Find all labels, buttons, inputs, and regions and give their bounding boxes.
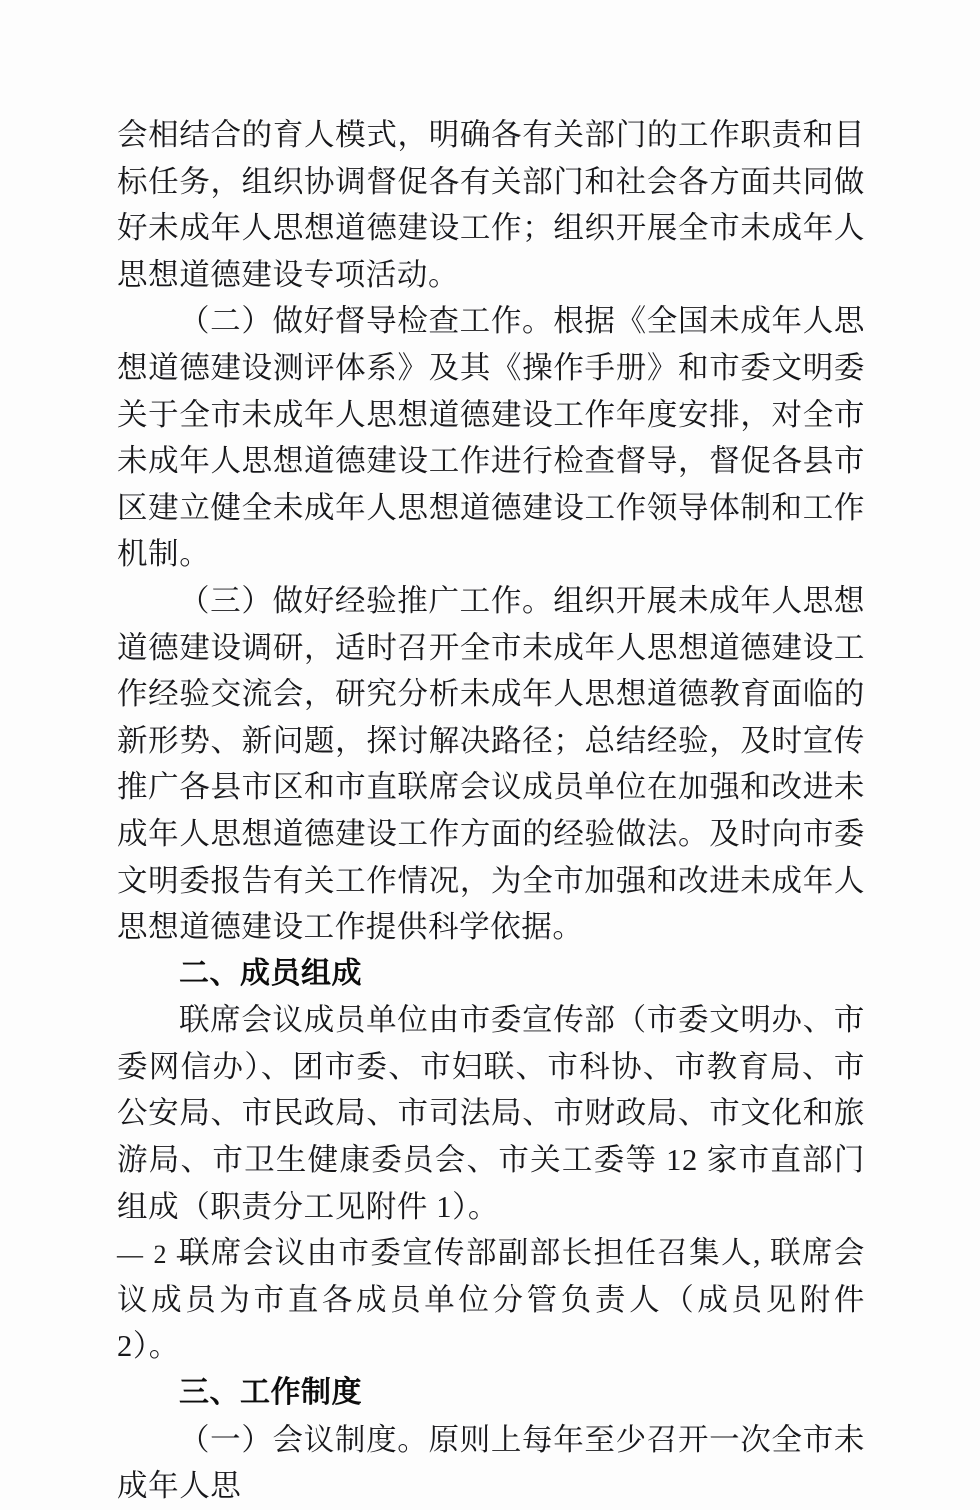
paragraph-continuation: 会相结合的育人模式，明确各有关部门的工作职责和目标任务，组织协调督促各有关部门和社会各方面共同做好未成年人思想道德建设工作；组织开展全市未成年人思想道德建设专项活动。 (117, 118, 865, 292)
section-heading-three: 三、工作制度 (179, 1376, 362, 1410)
paragraph-item-two: （二）做好督导检查工作。根据《全国未成年人思想道德建设测评体系》及其《操作手册》和市委文明委关于全市未成年人思想道德建设工作年度安排，对全市未成年人思想道德建设工作进行检查督导，督促各县市区建立健全未成年人思想道德建设工作领导体制和工作机制。 (117, 304, 865, 572)
paragraph-member-units: 联席会议成员单位由市委宣传部（市委文明办、市委网信办）、团市委、市妇联、市科协、市教育局、市公安局、市民政局、市司法局、市财政局、市文化和旅游局、市卫生健康委员会、市关工委等 12 家市直部门组成（职责分工见附件 1）。 (117, 1003, 865, 1224)
paragraph-item-three: （三）做好经验推广工作。组织开展未成年人思想道德建设调研，适时召开全市未成年人思想道德建设工作经验交流会，研究分析未成年人思想道德教育面临的新形势、新问题，探讨解决路径；总结经验，及时宣传推广各县市区和市直联席会议成员单位在加强和改进未成年人思想道德建设工作方面的经验做法。及时向市委文明委报告有关工作情况，为全市加强和改进未成年人思想道德建设工作提供科学依据。 (117, 583, 865, 945)
document-body (117, 112, 865, 1510)
paragraph-convener: 联席会议由市委宣传部副部长担任召集人, 联席会议成员为市直各成员单位分管负责人（成员见附件 2）。 (117, 1236, 865, 1364)
paragraph-meeting-system: （一）会议制度。原则上每年至少召开一次全市未成年人思 (117, 1422, 865, 1504)
page-number-footer: — 2 — (117, 1240, 205, 1269)
section-heading-two: 二、成员组成 (179, 956, 362, 990)
